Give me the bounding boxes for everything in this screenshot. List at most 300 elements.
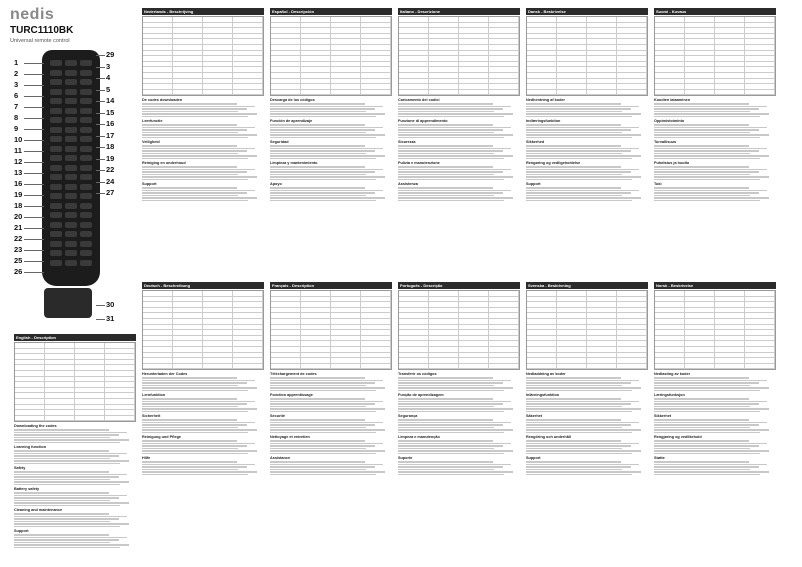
table-cell xyxy=(271,358,301,363)
table-cell xyxy=(45,349,75,354)
remote-button xyxy=(80,241,92,247)
table-cell xyxy=(143,364,173,369)
remote-button xyxy=(80,117,92,123)
button-description-table xyxy=(654,16,776,96)
table-cell xyxy=(685,84,715,89)
text-line xyxy=(398,464,511,466)
table-cell xyxy=(45,360,75,365)
callout-leader xyxy=(24,272,44,273)
table-cell xyxy=(173,17,203,22)
remote-button xyxy=(80,89,92,95)
table-cell xyxy=(399,67,429,72)
table-cell xyxy=(105,388,135,393)
text-line xyxy=(526,453,632,455)
table-cell xyxy=(143,336,173,341)
table-cell xyxy=(429,51,459,56)
text-line xyxy=(270,424,375,426)
table-cell xyxy=(233,313,263,318)
table-cell xyxy=(587,297,617,302)
table-cell xyxy=(271,67,301,72)
text-line xyxy=(398,461,493,463)
table-cell xyxy=(271,34,301,39)
text-line xyxy=(270,169,383,171)
section-title: Português - Descrição xyxy=(398,282,520,289)
text-line xyxy=(654,448,750,450)
text-line xyxy=(14,453,127,455)
text-line xyxy=(270,440,365,442)
remote-button xyxy=(65,193,77,199)
table-cell xyxy=(617,364,647,369)
callout-number: 27 xyxy=(106,188,115,197)
section-heading: Downloading the codes xyxy=(14,424,57,429)
section-heading: Função de aprendizagem xyxy=(398,393,444,398)
text-line xyxy=(142,108,247,110)
table-cell xyxy=(489,28,519,33)
table-cell xyxy=(301,79,331,84)
callout-leader xyxy=(96,319,105,320)
text-line xyxy=(14,505,120,507)
text-line xyxy=(526,108,631,110)
table-cell xyxy=(685,28,715,33)
text-line xyxy=(270,461,365,463)
table-cell xyxy=(617,34,647,39)
table-cell xyxy=(233,23,263,28)
table-cell xyxy=(745,84,775,89)
text-line xyxy=(270,429,385,431)
text-line xyxy=(270,174,366,176)
table-cell xyxy=(173,308,203,313)
table-cell xyxy=(459,308,489,313)
text-line xyxy=(14,500,110,502)
text-line xyxy=(270,422,383,424)
table-cell xyxy=(271,319,301,324)
callout-leader xyxy=(24,206,44,207)
table-cell xyxy=(617,341,647,346)
section-heading: Leerfunctie xyxy=(142,119,163,124)
table-cell xyxy=(715,330,745,335)
table-cell xyxy=(617,28,647,33)
table-cell xyxy=(143,34,173,39)
table-cell xyxy=(489,313,519,318)
text-line xyxy=(14,434,119,436)
table-cell xyxy=(527,17,557,22)
text-line xyxy=(142,464,255,466)
table-cell xyxy=(45,382,75,387)
table-cell xyxy=(143,79,173,84)
text-line xyxy=(398,385,494,387)
table-cell xyxy=(331,23,361,28)
table-cell xyxy=(173,364,203,369)
table-cell xyxy=(429,56,459,61)
table-cell xyxy=(301,353,331,358)
table-cell xyxy=(203,84,233,89)
table-cell xyxy=(617,302,647,307)
section-title: Svenska - Beskrivning xyxy=(526,282,648,289)
table-cell xyxy=(459,23,489,28)
text-line xyxy=(526,169,639,171)
table-cell xyxy=(685,39,715,44)
remote-button xyxy=(65,203,77,209)
text-line xyxy=(654,401,767,403)
table-cell xyxy=(557,308,587,313)
text-line xyxy=(14,526,120,528)
table-cell xyxy=(459,67,489,72)
section-heading: Cleaning and maintenance xyxy=(14,508,63,513)
section-heading: Learning function xyxy=(14,445,47,450)
text-line xyxy=(398,113,513,115)
table-cell xyxy=(429,336,459,341)
table-cell xyxy=(331,34,361,39)
table-cell xyxy=(143,28,173,33)
text-line xyxy=(270,453,376,455)
table-cell xyxy=(557,297,587,302)
table-cell xyxy=(527,336,557,341)
remote-button xyxy=(50,98,62,104)
table-cell xyxy=(143,297,173,302)
text-line xyxy=(526,195,622,197)
table-cell xyxy=(173,67,203,72)
callout-leader xyxy=(96,101,105,102)
text-line xyxy=(398,195,494,197)
remote-button xyxy=(65,184,77,190)
table-cell xyxy=(233,358,263,363)
table-cell xyxy=(203,90,233,95)
section-heading: Sicherheit xyxy=(142,414,161,419)
callout-number: 6 xyxy=(14,91,19,100)
table-cell xyxy=(587,67,617,72)
remote-button xyxy=(50,184,62,190)
table-cell xyxy=(301,34,331,39)
table-cell xyxy=(203,45,233,50)
table-cell xyxy=(617,291,647,296)
table-cell xyxy=(105,382,135,387)
text-line xyxy=(654,179,760,181)
table-cell xyxy=(75,405,105,410)
remote-button xyxy=(80,222,92,228)
table-cell xyxy=(45,393,75,398)
section-heading: Support xyxy=(14,529,29,534)
section-heading: Apoyo xyxy=(270,182,282,187)
table-cell xyxy=(331,319,361,324)
text-line xyxy=(526,176,641,178)
table-cell xyxy=(459,313,489,318)
table-cell xyxy=(587,84,617,89)
table-cell xyxy=(429,291,459,296)
table-cell xyxy=(233,79,263,84)
text-line xyxy=(270,385,366,387)
callout-number: 14 xyxy=(106,96,115,105)
table-cell xyxy=(203,297,233,302)
text-line xyxy=(270,158,376,160)
table-cell xyxy=(271,84,301,89)
table-cell xyxy=(489,45,519,50)
table-cell xyxy=(715,302,745,307)
table-cell xyxy=(399,313,429,318)
table-cell xyxy=(587,23,617,28)
text-line xyxy=(142,382,247,384)
table-cell xyxy=(173,51,203,56)
text-line xyxy=(270,134,385,136)
section-heading: Reinigung und Pflege xyxy=(142,435,182,440)
table-cell xyxy=(271,90,301,95)
table-cell xyxy=(715,291,745,296)
table-row xyxy=(271,90,391,96)
text-line xyxy=(270,155,385,157)
table-cell xyxy=(685,34,715,39)
table-cell xyxy=(233,364,263,369)
table-cell xyxy=(75,343,105,348)
table-cell xyxy=(233,28,263,33)
text-line xyxy=(526,171,631,173)
table-cell xyxy=(685,325,715,330)
table-cell xyxy=(527,330,557,335)
text-line xyxy=(654,116,760,118)
table-cell xyxy=(429,34,459,39)
table-cell xyxy=(271,302,301,307)
table-cell xyxy=(527,39,557,44)
table-cell xyxy=(459,45,489,50)
table-cell xyxy=(587,330,617,335)
table-cell xyxy=(15,365,45,370)
table-cell xyxy=(361,336,391,341)
table-cell xyxy=(617,73,647,78)
callout-leader xyxy=(24,228,44,229)
text-line xyxy=(654,387,769,389)
product-subtitle: Universal remote control xyxy=(10,38,70,44)
table-cell xyxy=(233,90,263,95)
table-cell xyxy=(399,62,429,67)
text-line xyxy=(142,474,248,476)
text-line xyxy=(14,439,129,441)
text-line xyxy=(142,171,247,173)
text-line xyxy=(142,390,248,392)
text-line xyxy=(398,429,513,431)
table-cell xyxy=(331,56,361,61)
text-line xyxy=(142,408,257,410)
table-cell xyxy=(617,347,647,352)
table-cell xyxy=(45,354,75,359)
table-cell xyxy=(203,23,233,28)
remote-button xyxy=(65,108,77,114)
table-cell xyxy=(459,56,489,61)
table-cell xyxy=(557,73,587,78)
text-line xyxy=(142,174,238,176)
callout-leader xyxy=(24,85,44,86)
text-line xyxy=(270,192,375,194)
table-cell xyxy=(685,319,715,324)
table-cell xyxy=(203,319,233,324)
table-row xyxy=(143,90,263,96)
callout-number: 11 xyxy=(14,146,22,155)
table-cell xyxy=(331,17,361,22)
table-cell xyxy=(557,34,587,39)
table-cell xyxy=(15,377,45,382)
table-cell xyxy=(331,51,361,56)
remote-button xyxy=(65,60,77,66)
callout-number: 25 xyxy=(14,256,23,265)
table-cell xyxy=(301,330,331,335)
text-line xyxy=(14,492,109,494)
table-cell xyxy=(331,358,361,363)
table-cell xyxy=(489,347,519,352)
remote-button xyxy=(50,250,62,256)
table-cell xyxy=(203,347,233,352)
callout-leader xyxy=(96,136,105,137)
text-line xyxy=(270,113,385,115)
table-cell xyxy=(233,319,263,324)
text-line xyxy=(14,476,119,478)
table-cell xyxy=(527,308,557,313)
text-line xyxy=(398,103,493,105)
text-line xyxy=(654,471,769,473)
table-cell xyxy=(557,45,587,50)
table-cell xyxy=(271,17,301,22)
table-cell xyxy=(745,308,775,313)
text-line xyxy=(142,103,237,105)
remote-button xyxy=(65,136,77,142)
text-line xyxy=(270,419,365,421)
table-cell xyxy=(75,393,105,398)
text-line xyxy=(654,171,759,173)
table-cell xyxy=(745,56,775,61)
callout-number: 12 xyxy=(14,157,23,166)
table-cell xyxy=(685,313,715,318)
table-cell xyxy=(617,23,647,28)
table-cell xyxy=(233,353,263,358)
text-line xyxy=(526,406,622,408)
table-cell xyxy=(203,308,233,313)
remote-button xyxy=(65,231,77,237)
table-cell xyxy=(587,17,617,22)
table-cell xyxy=(399,347,429,352)
text-line xyxy=(398,192,503,194)
section-title: Nederlands - Beschrijving xyxy=(142,8,264,15)
table-cell xyxy=(587,319,617,324)
table-cell xyxy=(399,45,429,50)
table-cell xyxy=(587,313,617,318)
table-cell xyxy=(271,45,301,50)
table-cell xyxy=(301,73,331,78)
table-cell xyxy=(557,325,587,330)
text-line xyxy=(14,474,127,476)
table-cell xyxy=(331,353,361,358)
text-line xyxy=(270,427,366,429)
table-cell xyxy=(685,353,715,358)
remote-button xyxy=(80,212,92,218)
table-cell xyxy=(527,353,557,358)
table-cell xyxy=(173,336,203,341)
table-cell xyxy=(203,302,233,307)
table-cell xyxy=(271,336,301,341)
table-cell xyxy=(45,399,75,404)
text-line xyxy=(270,116,376,118)
table-cell xyxy=(745,291,775,296)
table-cell xyxy=(173,79,203,84)
text-line xyxy=(526,411,632,413)
text-line xyxy=(142,132,238,134)
section-heading: Support xyxy=(142,182,157,187)
table-cell xyxy=(745,28,775,33)
table-cell xyxy=(587,336,617,341)
table-cell xyxy=(429,353,459,358)
table-cell xyxy=(331,313,361,318)
text-line xyxy=(142,176,257,178)
text-line xyxy=(654,411,760,413)
text-line xyxy=(14,544,129,546)
text-line xyxy=(270,387,385,389)
table-cell xyxy=(301,90,331,95)
table-cell xyxy=(105,416,135,421)
table-cell xyxy=(489,302,519,307)
text-line xyxy=(654,443,767,445)
remote-button xyxy=(65,155,77,161)
table-cell xyxy=(685,23,715,28)
callout-number: 5 xyxy=(106,84,111,94)
table-cell xyxy=(655,358,685,363)
table-cell xyxy=(459,73,489,78)
text-line xyxy=(270,380,383,382)
table-cell xyxy=(105,377,135,382)
text-line xyxy=(398,106,511,108)
table-cell xyxy=(557,39,587,44)
table-cell xyxy=(331,297,361,302)
table-cell xyxy=(105,349,135,354)
text-line xyxy=(654,169,767,171)
table-cell xyxy=(399,291,429,296)
text-line xyxy=(270,132,366,134)
table-cell xyxy=(655,330,685,335)
table-cell xyxy=(173,353,203,358)
table-cell xyxy=(233,73,263,78)
text-line xyxy=(270,111,366,113)
table-cell xyxy=(617,336,647,341)
table-cell xyxy=(745,347,775,352)
text-line xyxy=(398,422,511,424)
table-cell xyxy=(361,291,391,296)
section-heading: Función de aprendizaje xyxy=(270,119,313,124)
text-line xyxy=(654,176,769,178)
table-cell xyxy=(173,347,203,352)
remote-button xyxy=(65,222,77,228)
callout-leader xyxy=(96,193,105,194)
table-cell xyxy=(557,347,587,352)
section-heading: Rengøring og vedligeholdelse xyxy=(526,161,581,166)
table-cell xyxy=(45,416,75,421)
section-heading: Sikkerhet xyxy=(654,414,672,419)
text-line xyxy=(270,171,375,173)
table-cell xyxy=(301,67,331,72)
table-cell xyxy=(271,51,301,56)
text-line xyxy=(14,481,129,483)
text-line xyxy=(654,427,750,429)
text-line xyxy=(142,124,237,126)
table-cell xyxy=(715,51,745,56)
table-cell xyxy=(271,28,301,33)
text-line xyxy=(270,195,366,197)
table-row xyxy=(271,364,391,370)
table-cell xyxy=(301,358,331,363)
table-cell xyxy=(459,302,489,307)
table-cell xyxy=(105,371,135,376)
table-cell xyxy=(301,291,331,296)
text-line xyxy=(654,127,767,129)
section-heading: Suporte xyxy=(398,456,413,461)
table-cell xyxy=(361,358,391,363)
text-line xyxy=(14,497,119,499)
text-line xyxy=(142,422,255,424)
text-line xyxy=(14,450,109,452)
table-cell xyxy=(685,67,715,72)
